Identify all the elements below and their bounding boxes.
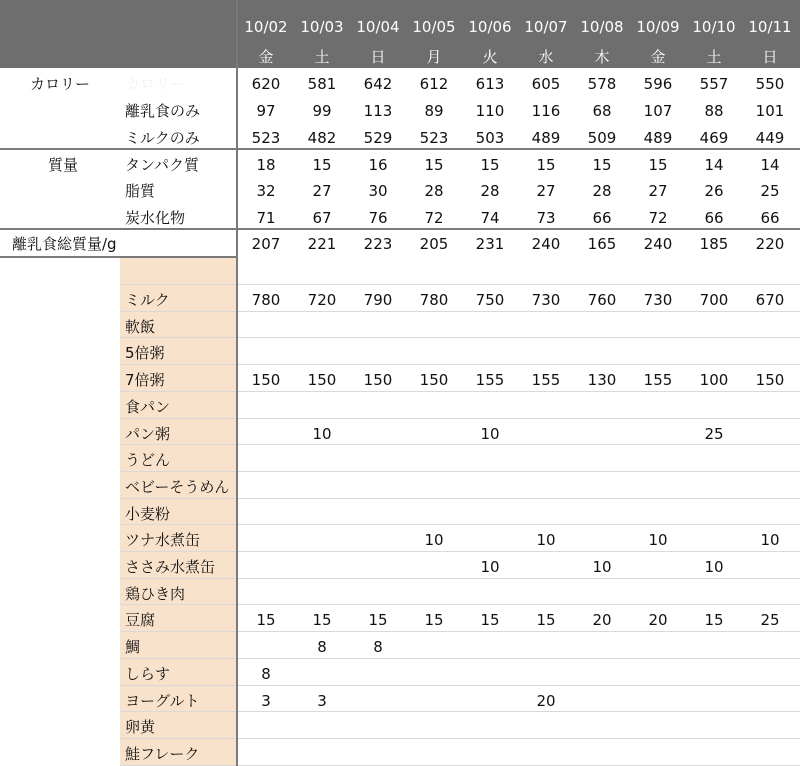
summary-cell[interactable]: 557: [699, 75, 729, 93]
summary-row-label: 炭水化物: [125, 209, 186, 227]
weekday-label: 土: [314, 48, 330, 66]
summary-cell[interactable]: 97: [256, 102, 276, 120]
food-cell[interactable]: 10: [424, 531, 444, 549]
food-cell[interactable]: 150: [251, 371, 281, 389]
weekday-label: 日: [370, 48, 386, 66]
row-gridline: [120, 444, 800, 445]
summary-cell[interactable]: 15: [480, 156, 500, 174]
summary-cell[interactable]: 469: [699, 129, 729, 147]
nutrients-group-label: 質量: [48, 156, 79, 174]
summary-cell[interactable]: 113: [363, 102, 393, 120]
summary-cell[interactable]: 449: [755, 129, 785, 147]
food-row-label: 卵黄: [125, 718, 156, 736]
summary-cell[interactable]: 489: [531, 129, 561, 147]
food-cell[interactable]: 15: [368, 611, 388, 629]
food-cell[interactable]: 155: [643, 371, 673, 389]
date-label: 10/10: [692, 18, 736, 36]
date-column-header[interactable]: [742, 0, 798, 68]
total-mass-cell[interactable]: 165: [587, 235, 617, 253]
food-cell[interactable]: 730: [643, 291, 673, 309]
row-gridline: [120, 685, 800, 686]
food-cell[interactable]: 10: [704, 558, 724, 576]
food-row-label: ツナ水煮缶: [125, 531, 201, 549]
food-cell[interactable]: 10: [648, 531, 668, 549]
food-cell[interactable]: 730: [531, 291, 561, 309]
row-gridline: [120, 578, 800, 579]
summary-cell[interactable]: 581: [307, 75, 337, 93]
row-gridline: [120, 631, 800, 632]
food-cell[interactable]: 15: [536, 611, 556, 629]
summary-cell[interactable]: 523: [251, 129, 281, 147]
food-cell[interactable]: 700: [699, 291, 729, 309]
summary-cell[interactable]: 14: [704, 156, 724, 174]
summary-row-label: タンパク質: [125, 156, 199, 174]
section-divider: [0, 148, 800, 150]
food-row-label: 鮭フレーク: [125, 745, 200, 763]
summary-cell[interactable]: 116: [531, 102, 561, 120]
date-label: 10/05: [412, 18, 456, 36]
row-gridline: [120, 604, 800, 605]
total-mass-cell[interactable]: 240: [531, 235, 561, 253]
calorie-ghost-label: カロリー: [125, 75, 186, 93]
food-cell[interactable]: 10: [480, 558, 500, 576]
food-cell[interactable]: 780: [419, 291, 449, 309]
date-label: 10/02: [244, 18, 288, 36]
summary-cell[interactable]: 66: [592, 209, 612, 227]
date-column-header[interactable]: [462, 0, 518, 68]
summary-cell[interactable]: 27: [536, 182, 556, 200]
date-column-header[interactable]: [406, 0, 462, 68]
date-column-header[interactable]: [238, 0, 294, 68]
total-mass-cell[interactable]: 207: [251, 235, 281, 253]
summary-row-label: 脂質: [125, 182, 156, 200]
summary-cell[interactable]: 88: [704, 102, 724, 120]
row-gridline: [120, 311, 800, 312]
summary-cell[interactable]: 503: [475, 129, 505, 147]
total-mass-label: 離乳食総質量/g: [12, 235, 117, 253]
food-row-label: しらす: [125, 665, 171, 683]
summary-cell[interactable]: 578: [587, 75, 617, 93]
food-cell[interactable]: 15: [480, 611, 500, 629]
summary-cell[interactable]: 16: [368, 156, 388, 174]
summary-cell[interactable]: 28: [592, 182, 612, 200]
food-cell[interactable]: 750: [475, 291, 505, 309]
food-row-label: うどん: [125, 451, 171, 469]
total-mass-cell[interactable]: 223: [363, 235, 393, 253]
summary-cell[interactable]: 18: [256, 156, 276, 174]
row-gridline: [120, 471, 800, 472]
row-gridline: [120, 391, 800, 392]
summary-cell[interactable]: 28: [480, 182, 500, 200]
food-row-label: ベビーそうめん: [125, 478, 230, 496]
date-label: 10/06: [468, 18, 512, 36]
summary-cell[interactable]: 523: [419, 129, 449, 147]
summary-cell[interactable]: 15: [424, 156, 444, 174]
date-column-header[interactable]: [630, 0, 686, 68]
food-row-label: 5倍粥: [125, 344, 165, 362]
weekday-label: 月: [426, 48, 442, 66]
food-cell[interactable]: 130: [587, 371, 617, 389]
food-row-label: 豆腐: [125, 611, 156, 629]
summary-cell[interactable]: 32: [256, 182, 276, 200]
summary-cell[interactable]: 107: [643, 102, 673, 120]
section-divider: [0, 228, 800, 230]
summary-cell[interactable]: 28: [424, 182, 444, 200]
food-cell[interactable]: 3: [261, 692, 271, 710]
date-column-header[interactable]: [686, 0, 742, 68]
weekday-label: 土: [706, 48, 722, 66]
food-cell[interactable]: 25: [704, 425, 724, 443]
food-cell[interactable]: 760: [587, 291, 617, 309]
date-label: 10/04: [356, 18, 400, 36]
total-mass-cell[interactable]: 185: [699, 235, 729, 253]
summary-cell[interactable]: 27: [648, 182, 668, 200]
summary-cell[interactable]: 613: [475, 75, 505, 93]
summary-cell[interactable]: 612: [419, 75, 449, 93]
food-cell[interactable]: 155: [531, 371, 561, 389]
row-gridline: [120, 498, 800, 499]
date-column-header[interactable]: [518, 0, 574, 68]
summary-cell[interactable]: 110: [475, 102, 505, 120]
summary-cell[interactable]: 605: [531, 75, 561, 93]
summary-cell[interactable]: 482: [307, 129, 337, 147]
food-cell[interactable]: 720: [307, 291, 337, 309]
summary-cell[interactable]: 66: [760, 209, 780, 227]
food-cell[interactable]: 10: [536, 531, 556, 549]
summary-row-label: ミルクのみ: [125, 129, 200, 147]
summary-cell[interactable]: 68: [592, 102, 612, 120]
summary-cell[interactable]: 101: [755, 102, 785, 120]
total-mass-cell[interactable]: 205: [419, 235, 449, 253]
total-mass-cell[interactable]: 240: [643, 235, 673, 253]
food-cell[interactable]: 150: [755, 371, 785, 389]
food-cell[interactable]: 25: [760, 611, 780, 629]
summary-cell[interactable]: 89: [424, 102, 444, 120]
food-cell[interactable]: 20: [592, 611, 612, 629]
summary-cell[interactable]: 620: [251, 75, 281, 93]
summary-cell[interactable]: 71: [256, 209, 276, 227]
summary-cell[interactable]: 596: [643, 75, 673, 93]
total-mass-cell[interactable]: 220: [755, 235, 785, 253]
summary-cell[interactable]: 529: [363, 129, 393, 147]
row-gridline: [120, 524, 800, 525]
date-column-header[interactable]: [350, 0, 406, 68]
food-row-label: 鶏ひき肉: [125, 585, 186, 603]
summary-row-label: 離乳食のみ: [125, 102, 201, 120]
date-label: 10/08: [580, 18, 624, 36]
food-cell[interactable]: 150: [307, 371, 337, 389]
date-label: 10/11: [748, 18, 792, 36]
summary-cell[interactable]: 66: [704, 209, 724, 227]
summary-cell[interactable]: 25: [760, 182, 780, 200]
weekday-label: 日: [762, 48, 778, 66]
summary-cell[interactable]: 642: [363, 75, 393, 93]
food-cell[interactable]: 20: [536, 692, 556, 710]
summary-cell[interactable]: 15: [592, 156, 612, 174]
date-column-header[interactable]: [574, 0, 630, 68]
food-row-label: パン粥: [125, 425, 171, 443]
food-cell[interactable]: 15: [704, 611, 724, 629]
row-gridline: [120, 551, 800, 552]
food-row-label: ミルク: [125, 291, 170, 309]
food-cell[interactable]: 10: [592, 558, 612, 576]
food-row-label: ヨーグルト: [125, 692, 200, 710]
food-cell[interactable]: 780: [251, 291, 281, 309]
food-row-label: 7倍粥: [125, 371, 165, 389]
food-cell[interactable]: 15: [256, 611, 276, 629]
summary-cell[interactable]: 15: [312, 156, 332, 174]
row-gridline: [120, 738, 800, 739]
food-cell[interactable]: 155: [475, 371, 505, 389]
date-column-header[interactable]: [294, 0, 350, 68]
row-gridline: [120, 284, 800, 285]
food-cell[interactable]: 3: [317, 692, 327, 710]
summary-cell[interactable]: 30: [368, 182, 388, 200]
food-cell[interactable]: 20: [648, 611, 668, 629]
row-gridline: [120, 364, 800, 365]
food-cell[interactable]: 8: [317, 638, 327, 656]
summary-cell[interactable]: 509: [587, 129, 617, 147]
summary-cell[interactable]: 72: [648, 209, 668, 227]
food-cell[interactable]: 150: [363, 371, 393, 389]
food-row-label: 小麦粉: [125, 505, 171, 523]
food-cell[interactable]: 670: [755, 291, 785, 309]
food-row-label: 軟飯: [125, 318, 156, 336]
food-cell[interactable]: 15: [312, 611, 332, 629]
food-cell[interactable]: 10: [480, 425, 500, 443]
summary-cell[interactable]: 76: [368, 209, 388, 227]
summary-cell[interactable]: 14: [760, 156, 780, 174]
food-row-label: 鯛: [125, 638, 141, 656]
summary-cell[interactable]: 15: [648, 156, 668, 174]
row-gridline: [120, 658, 800, 659]
weekday-label: 木: [594, 48, 610, 66]
row-gridline: [120, 418, 800, 419]
weekday-label: 火: [482, 48, 498, 66]
calorie-group-label: カロリー: [30, 75, 91, 93]
food-cell[interactable]: 8: [373, 638, 383, 656]
date-label: 10/07: [524, 18, 568, 36]
date-label: 10/09: [636, 18, 680, 36]
total-mass-cell[interactable]: 221: [307, 235, 337, 253]
food-cell[interactable]: 10: [760, 531, 780, 549]
food-cell[interactable]: 150: [419, 371, 449, 389]
weekday-label: 金: [258, 48, 274, 66]
summary-cell[interactable]: 72: [424, 209, 444, 227]
weekday-label: 金: [650, 48, 666, 66]
food-row-label: ささみ水煮缶: [125, 558, 216, 576]
food-cell[interactable]: 10: [312, 425, 332, 443]
summary-cell[interactable]: 15: [536, 156, 556, 174]
row-gridline: [120, 337, 800, 338]
weekday-label: 水: [538, 48, 554, 66]
section-divider: [0, 256, 238, 258]
food-cell[interactable]: 790: [363, 291, 393, 309]
food-cell[interactable]: 15: [424, 611, 444, 629]
summary-cell[interactable]: 73: [536, 209, 556, 227]
date-label: 10/03: [300, 18, 344, 36]
row-gridline: [120, 711, 800, 712]
summary-cell[interactable]: 27: [312, 182, 332, 200]
food-cell[interactable]: 100: [699, 371, 729, 389]
summary-cell[interactable]: 74: [480, 209, 500, 227]
summary-cell[interactable]: 489: [643, 129, 673, 147]
summary-cell[interactable]: 99: [312, 102, 332, 120]
summary-cell[interactable]: 550: [755, 75, 785, 93]
total-mass-cell[interactable]: 231: [475, 235, 505, 253]
food-row-label: 食パン: [125, 398, 171, 416]
food-cell[interactable]: 8: [261, 665, 271, 683]
summary-cell[interactable]: 67: [312, 209, 332, 227]
summary-cell[interactable]: 26: [704, 182, 724, 200]
